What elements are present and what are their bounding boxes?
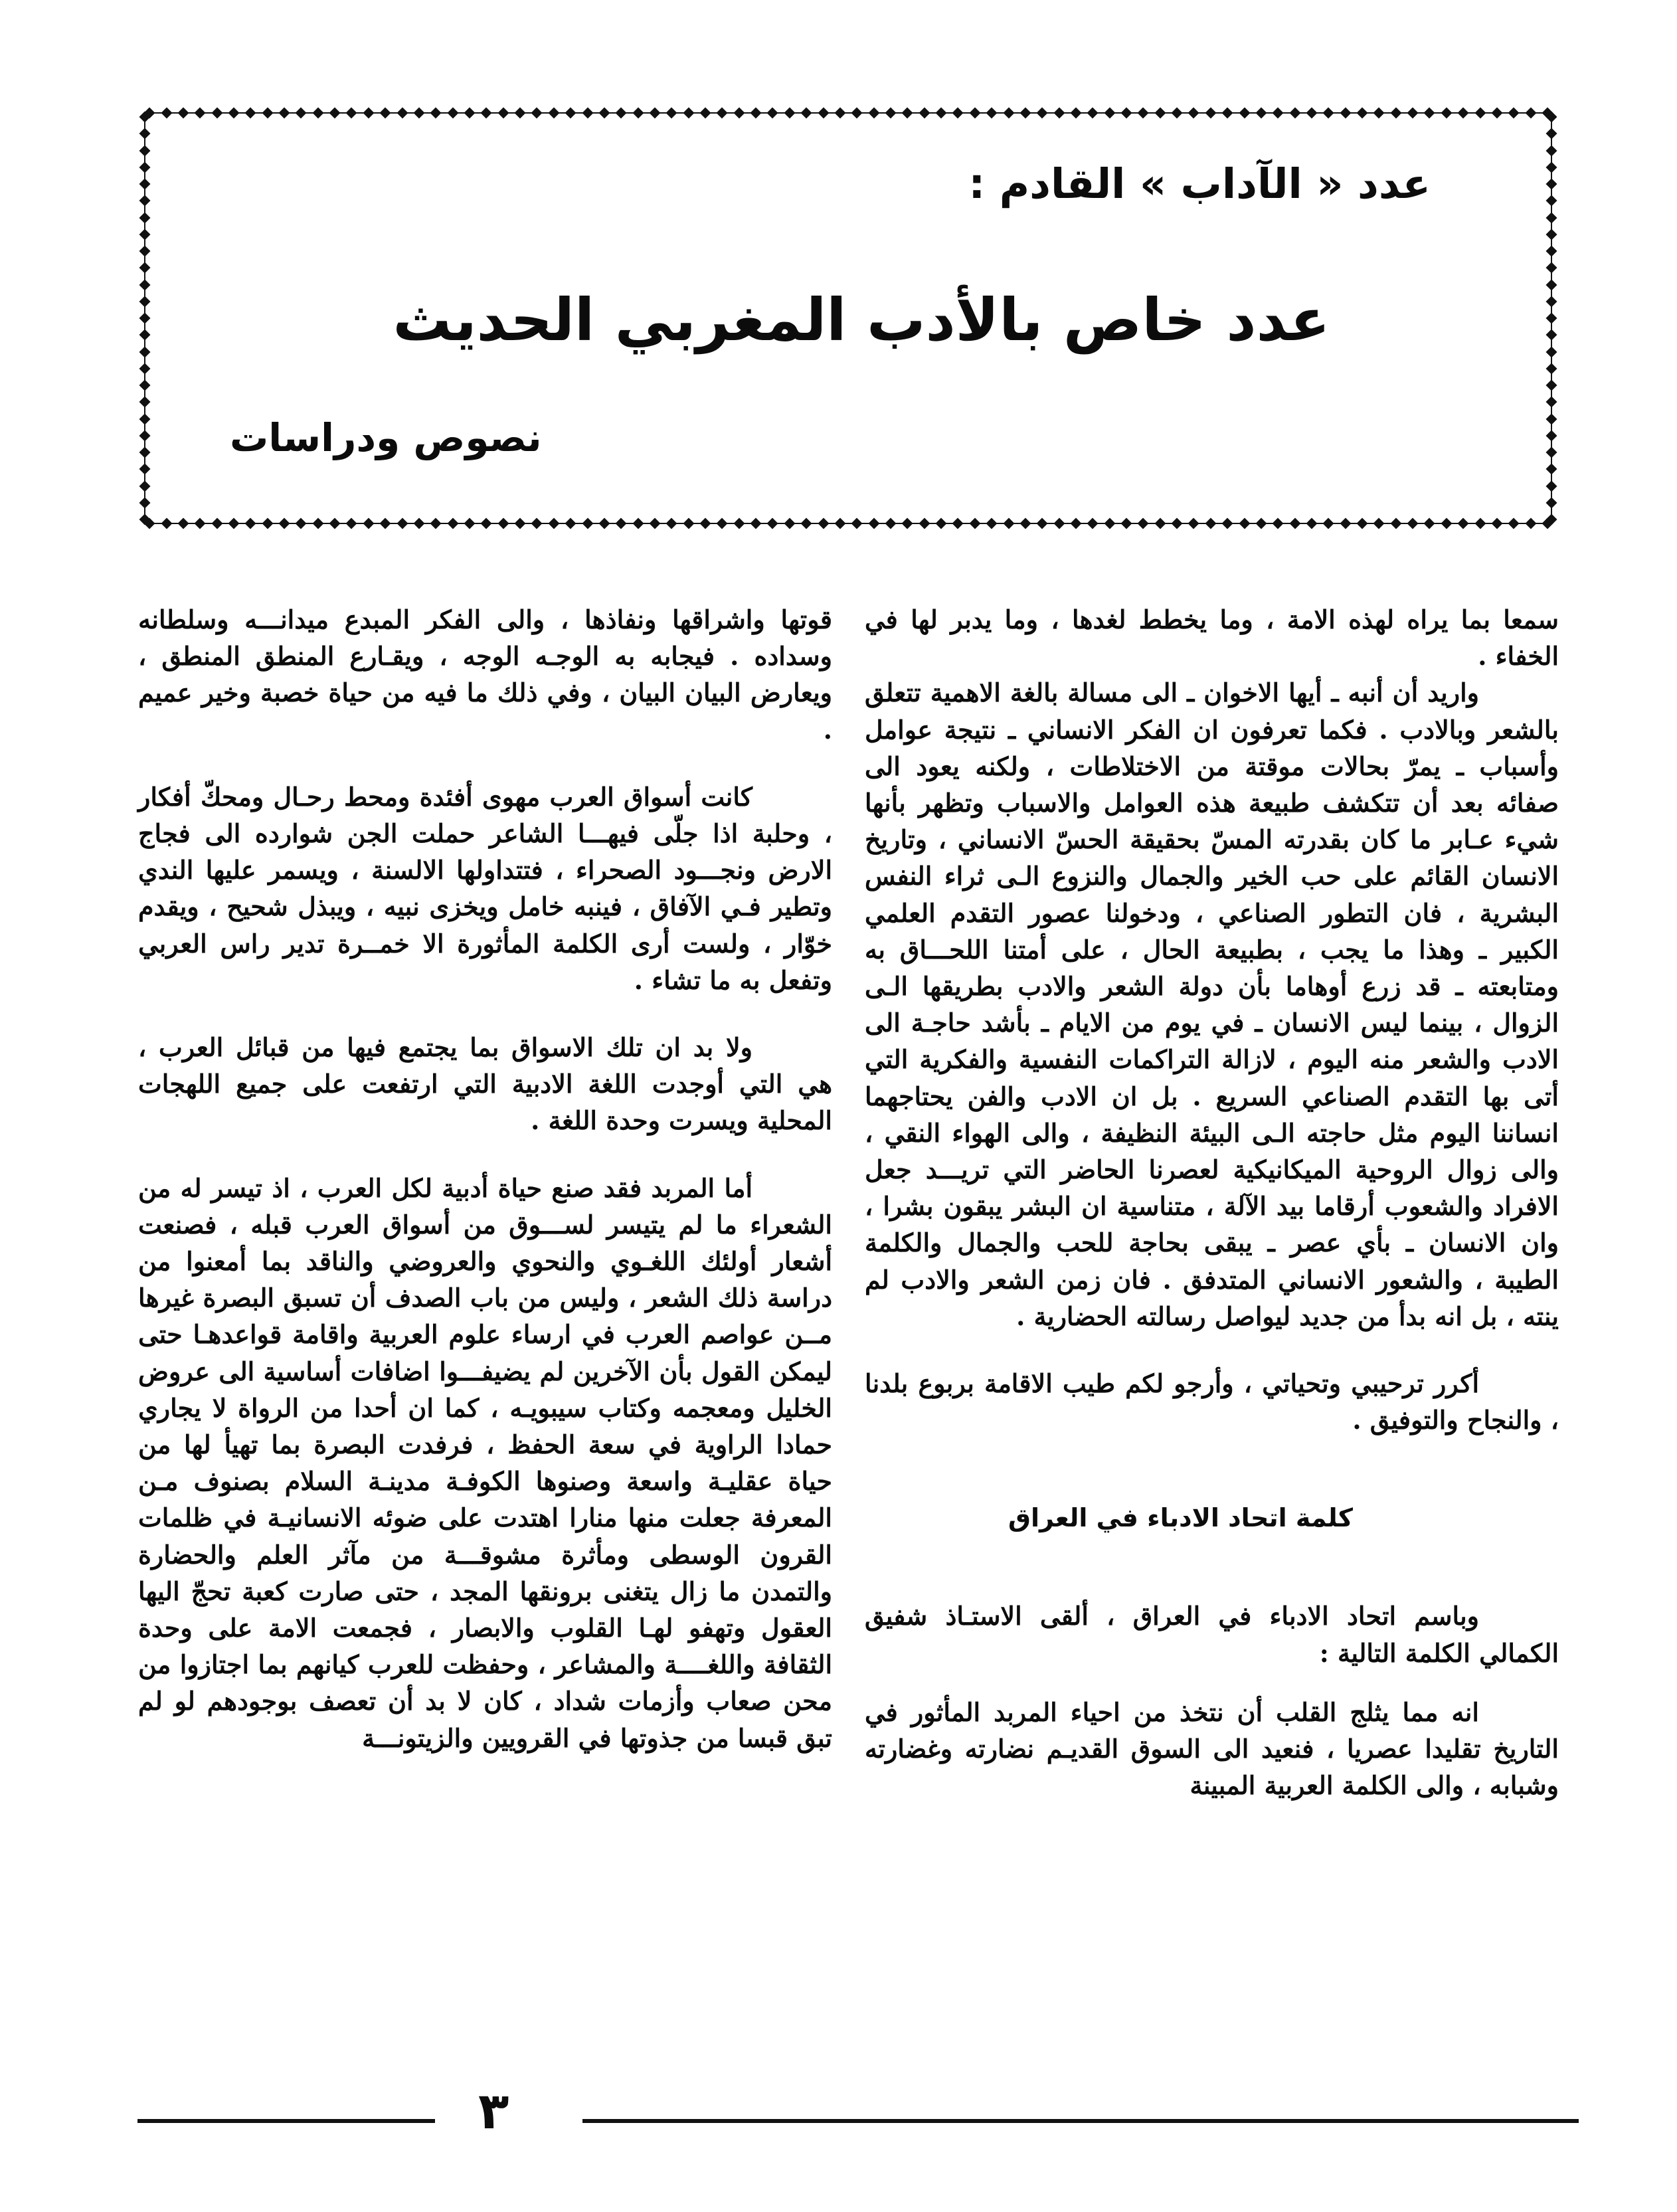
- border-diamond: [1172, 108, 1183, 119]
- border-diamond: [750, 518, 762, 529]
- border-diamond: [565, 518, 576, 529]
- border-diamond: [139, 195, 151, 207]
- border-diamond: [363, 518, 374, 529]
- border-diamond: [1053, 108, 1065, 119]
- border-diamond: [139, 447, 151, 458]
- border-diamond: [717, 108, 728, 119]
- border-diamond: [245, 108, 256, 119]
- border-diamond: [346, 518, 357, 529]
- border-diamond: [750, 108, 762, 119]
- border-diamond: [1373, 108, 1385, 119]
- paragraph: وباسم اتحاد الادباء في العراق ، ألقى الاستـاذ شفيق الكمالي الكلمة التالية :: [865, 1601, 1559, 1668]
- border-diamond: [582, 518, 593, 529]
- border-diamond: [632, 518, 644, 529]
- right-column: [865, 601, 1559, 1803]
- border-diamond: [767, 518, 778, 529]
- border-diamond: [952, 108, 964, 119]
- border-diamond: [784, 108, 795, 119]
- border-diamond: [666, 518, 677, 529]
- border-diamond: [1003, 518, 1014, 529]
- border-diamond: [1205, 108, 1216, 119]
- border-diamond: [497, 518, 509, 529]
- border-diamond: [447, 108, 458, 119]
- paragraph: انه مما يثلج القلب أن نتخذ من احياء المربد المأثور في التاريخ تقليدا عصريا ، فنعيد الى السوق القديـم نضارته وغضارته وشبابه ، والى الكلمة العربية المبينة: [865, 1697, 1559, 1801]
- border-diamond: [1546, 397, 1557, 408]
- border-diamond: [1441, 108, 1452, 119]
- border-diamond: [1104, 518, 1115, 529]
- border-diamond: [1205, 518, 1216, 529]
- border-diamond: [1154, 518, 1166, 529]
- border-diamond: [818, 108, 829, 119]
- border-diamond: [139, 497, 151, 508]
- border-diamond: [1474, 108, 1486, 119]
- border-diamond: [1458, 518, 1469, 529]
- border-diamond: [1138, 518, 1149, 529]
- paragraph: واريد أن أنبه ـ أيها الاخوان ـ الى مسالة بالغة الاهمية تتعلق بالشعر وبالادب . فكما تعرفون ان الفكر الانساني ـ نتيجة عوامل وأسباب ـ يمرّ بحالات موقتة من الاختلاطات ، ولكنه يعود الى صفائه بعد أن تتكشف طبيعة هذه العوامل والاسباب وتظهر بأنها شيء عـابر ما كان بقدرته المسّ بحقيقة الحسّ الانساني ، وتاريخ الانسان القائم على حب الخير والجمال والنزوع الـى ثراء النفس البشرية ، فان التطور الصناعي ، ودخولنا عصور التقدم العلمي الكبير ـ وهذا ما يجب ، بطبيعة الحال ، على أمتنا اللحـــاق به ومتابعته ـ قد زرع أوهاما بأن دولة الشعر والادب بطريقها الـى الزوال ، بينما ليس الانسان ـ في يوم من الايام ـ بأشد حاجـة الى الادب والشعر منه اليوم ، لازالة التراكمات النفسية والفكرية التي أتى بها التقدم الصناعي السريع . بل ان الادب والفن يحتاجهما انساننا اليوم مثل حاجته الـى البيئة النظيفة ، والى الهواء النقي ، والى زوال الروحية الميكانيكية لعصرنا الحاضر التي تريـــد جعل الافراد والشعوب أرقاما بيد الآلة ، متناسية ان البشر يبقون بشرا ، وان الانسان ـ بأي عصر ـ يبقى بحاجة للحب والجمال والكلمة الطيبة ، والشعور الانساني المتدفق . فان زمن الشعر والادب لم ينته ، بل انه بدأ من جديد ليواصل رسالته الحضارية .: [865, 678, 1559, 1331]
- border-diamond: [649, 108, 660, 119]
- footer-rule-right: [582, 2119, 1579, 2123]
- border-diamond: [1289, 108, 1300, 119]
- border-diamond: [1037, 518, 1048, 529]
- border-diamond: [139, 212, 151, 223]
- border-diamond: [1525, 518, 1536, 529]
- border-diamond: [1087, 108, 1099, 119]
- border-diamond: [919, 108, 930, 119]
- border-diamond: [228, 108, 239, 119]
- border-diamond: [139, 464, 151, 475]
- border-diamond: [195, 108, 206, 119]
- border-diamond: [1003, 108, 1014, 119]
- border-diamond: [666, 108, 677, 119]
- border-diamond: [346, 108, 357, 119]
- border-diamond: [1188, 108, 1199, 119]
- border-diamond: [161, 518, 172, 529]
- border-diamond: [1508, 108, 1520, 119]
- border-diamond: [139, 112, 151, 123]
- border-diamond: [733, 518, 745, 529]
- border-diamond: [139, 262, 151, 274]
- border-diamond: [1373, 518, 1385, 529]
- border-diamond: [649, 518, 660, 529]
- border-diamond: [1357, 518, 1368, 529]
- footer-rule-left: [137, 2119, 435, 2123]
- border-diamond: [936, 518, 947, 529]
- border-diamond: [312, 518, 323, 529]
- border-diamond: [1546, 145, 1557, 156]
- border-diamond: [717, 518, 728, 529]
- border-diamond: [312, 108, 323, 119]
- border-diamond: [851, 108, 863, 119]
- border-diamond: [616, 518, 627, 529]
- border-diamond: [868, 108, 879, 119]
- border-diamond: [1104, 108, 1115, 119]
- border-diamond: [497, 108, 509, 119]
- border-diamond: [139, 179, 151, 190]
- border-diamond: [834, 108, 845, 119]
- border-diamond: [919, 518, 930, 529]
- border-diamond: [1357, 108, 1368, 119]
- border-top: [145, 106, 1551, 120]
- border-diamond: [531, 108, 543, 119]
- border-diamond: [531, 518, 543, 529]
- border-diamond: [397, 108, 408, 119]
- border-diamond: [834, 518, 845, 529]
- border-diamond: [139, 514, 151, 525]
- border-diamond: [1546, 464, 1557, 475]
- border-diamond: [1508, 518, 1520, 529]
- border-diamond: [380, 518, 391, 529]
- border-diamond: [139, 380, 151, 391]
- border-diamond: [1154, 108, 1166, 119]
- border-diamond: [139, 397, 151, 408]
- border-diamond: [902, 108, 913, 119]
- paragraph: أكرر ترحيبي وتحياتي ، وأرجو لكم طيب الاقامة بربوع بلدنا ، والنجاح والتوفيق .: [865, 1368, 1559, 1435]
- border-diamond: [1546, 430, 1557, 441]
- border-diamond: [598, 518, 610, 529]
- border-diamond: [195, 518, 206, 529]
- border-diamond: [902, 518, 913, 529]
- border-diamond: [177, 518, 189, 529]
- border-diamond: [1019, 518, 1031, 529]
- border-diamond: [515, 108, 526, 119]
- border-diamond: [1255, 518, 1267, 529]
- border-diamond: [986, 518, 998, 529]
- border-diamond: [1546, 229, 1557, 240]
- border-diamond: [1546, 195, 1557, 207]
- border-diamond: [413, 518, 424, 529]
- border-diamond: [296, 108, 307, 119]
- border-diamond: [279, 108, 290, 119]
- paragraph: قوتها واشراقها ونفاذها ، والى الفكر المبدع ميدانـــه وسلطانه وسداده . فيجابه به الوجـه الوجه ، ويقـارع المنطق المنطق ، ويعارض البيان البيان ، وفي ذلك ما فيه من حياة خصبة وخير عميم .: [138, 604, 832, 745]
- border-diamond: [969, 518, 980, 529]
- paragraph: أما المربد فقد صنع حياة أدبية لكل العرب ، اذ تيسر له من الشعراء ما لم يتيسر لســـوق من أسواق العرب قبله ، فصنعت أشعار أولئك اللغـوي والنحوي والعروضي والناقد بما أمعنوا من دراسة ذلك الشعر ، وليس من باب الصدف أن تسبق البصرة غيرها مــن عواصم العرب في ارساء علوم العربية واقامة قواعدهـا حتى ليمكن القول بأن الآخرين لم يضيفـــوا اضافات أساسية الى عروض الخليل ومعجمه وكتاب سيبويـه ، كما ان أحدا من الرواة لا يجاري حمادا الراوية في سعة الحفظ ، فرفدت البصرة بما تهيأ لها من حياة عقليـة واسعة وصنوها الكوفـة مدينـة السلام بصنوف مـن المعرفة جعلت منها منارا اهتدت على ضوئه الانسانيـة في ظلمات القرون الوسطى ومأثرة مشوقـــة من مآثر العلم والحضارة والتمدن ما زال يتغنى برونقها المجد ، حتى صارت كعبة تحجّ اليها العقول وتهفو لهـا القلوب والابصار ، فجمعت الامة على وحدة الثقافة واللغــــة والمشاعر ، وحفظت للعرب كيانهم بما اجتازوا من محن صعاب وأزمات شداد ، كان لا بد أن تعصف بوجودهم لو لم تبق قبسا من جذوتها في القرويين والزيتونـــة: [138, 1172, 832, 1753]
- border-diamond: [1546, 380, 1557, 391]
- border-diamond: [1121, 518, 1132, 529]
- border-diamond: [885, 108, 896, 119]
- border-diamond: [1424, 518, 1435, 529]
- border-diamond: [139, 430, 151, 441]
- border-diamond: [1239, 108, 1250, 119]
- border-diamond: [1070, 518, 1081, 529]
- border-diamond: [1340, 518, 1351, 529]
- section-heading: كلمة اتحاد الادباء في العراق: [1008, 1503, 1353, 1533]
- border-diamond: [1340, 108, 1351, 119]
- border-diamond: [733, 108, 745, 119]
- border-diamond: [228, 518, 239, 529]
- border-diamond: [1172, 518, 1183, 529]
- paragraph: كانت أسواق العرب مهوى أفئدة ومحط رحـال ومحكّ أفكار ، وحلبة اذا جلّى فيهـــا الشاعر حملت الجن شوارده الى فجاج الارض ونجـــود الصحراء ، فتتداولها الالسنة ، ويسمر عليها الندي وتطير فـي الآفاق ، فينبه خامل ويخزى نبيه ، ويبذل شحيح ، ويقدم خوّار ، ولست أرى الكلمة المأثورة الا خمــرة تدير راس العربي وتفعل به ما تشاء .: [138, 781, 832, 995]
- border-diamond: [279, 518, 290, 529]
- border-diamond: [700, 518, 711, 529]
- announcement-box: [145, 113, 1551, 523]
- border-diamond: [1306, 108, 1317, 119]
- border-diamond: [329, 518, 341, 529]
- border-diamond: [548, 108, 559, 119]
- border-diamond: [139, 229, 151, 240]
- border-diamond: [1546, 497, 1557, 508]
- border-diamond: [1546, 447, 1557, 458]
- border-diamond: [363, 108, 374, 119]
- border-diamond: [329, 108, 341, 119]
- border-diamond: [1289, 518, 1300, 529]
- announcement-title: عدد خاص بالأدب المغربي الحديث: [393, 286, 1330, 354]
- border-bottom: [145, 516, 1551, 531]
- left-column: [138, 601, 832, 1756]
- border-diamond: [1273, 108, 1284, 119]
- border-diamond: [986, 108, 998, 119]
- border-diamond: [683, 518, 694, 529]
- border-diamond: [936, 108, 947, 119]
- border-diamond: [868, 518, 879, 529]
- border-diamond: [969, 108, 980, 119]
- border-diamond: [447, 518, 458, 529]
- border-diamond: [464, 108, 476, 119]
- border-diamond: [380, 108, 391, 119]
- border-diamond: [1546, 480, 1557, 492]
- border-diamond: [767, 108, 778, 119]
- border-diamond: [1070, 108, 1081, 119]
- border-diamond: [464, 518, 476, 529]
- border-diamond: [139, 480, 151, 492]
- border-diamond: [481, 108, 492, 119]
- border-diamond: [1407, 108, 1419, 119]
- border-diamond: [801, 518, 812, 529]
- border-diamond: [1037, 108, 1048, 119]
- border-diamond: [1323, 518, 1334, 529]
- border-diamond: [616, 108, 627, 119]
- border-diamond: [1546, 128, 1557, 139]
- border-diamond: [1546, 514, 1557, 525]
- border-diamond: [582, 108, 593, 119]
- border-diamond: [1441, 518, 1452, 529]
- border-diamond: [1546, 179, 1557, 190]
- border-diamond: [1273, 518, 1284, 529]
- border-diamond: [1255, 108, 1267, 119]
- border-diamond: [598, 108, 610, 119]
- border-diamond: [1121, 108, 1132, 119]
- border-diamond: [413, 108, 424, 119]
- paragraph: ولا بد ان تلك الاسواق بما يجتمع فيها من قبائل العرب ، هي التي أوجدت اللغة الادبية التي ارتفعت على جميع اللهجات المحلية ويسرت وحدة اللغة .: [138, 1032, 832, 1136]
- border-diamond: [1491, 518, 1502, 529]
- border-diamond: [1087, 518, 1099, 529]
- border-diamond: [700, 108, 711, 119]
- border-diamond: [262, 518, 273, 529]
- border-diamond: [139, 128, 151, 139]
- border-diamond: [161, 108, 172, 119]
- border-diamond: [262, 108, 273, 119]
- border-diamond: [632, 108, 644, 119]
- border-diamond: [801, 108, 812, 119]
- paragraph: سمعا بما يراه لهذه الامة ، وما يخطط لغدها ، وما يدبر لها في الخفاء .: [865, 604, 1559, 672]
- border-diamond: [784, 518, 795, 529]
- border-diamond: [683, 108, 694, 119]
- border-diamond: [430, 518, 442, 529]
- border-diamond: [818, 518, 829, 529]
- border-diamond: [1407, 518, 1419, 529]
- border-diamond: [1138, 108, 1149, 119]
- announcement-subtitle: نصوص ودراسات: [230, 415, 542, 460]
- border-diamond: [211, 108, 222, 119]
- border-diamond: [952, 518, 964, 529]
- border-diamond: [885, 518, 896, 529]
- border-diamond: [1546, 161, 1557, 173]
- border-diamond: [1019, 108, 1031, 119]
- border-diamond: [139, 246, 151, 257]
- border-diamond: [1546, 413, 1557, 424]
- border-diamond: [139, 363, 151, 374]
- border-diamond: [1491, 108, 1502, 119]
- border-diamond: [296, 518, 307, 529]
- border-diamond: [1546, 212, 1557, 223]
- border-diamond: [481, 518, 492, 529]
- border-diamond: [548, 518, 559, 529]
- border-diamond: [1546, 112, 1557, 123]
- border-diamond: [1222, 108, 1233, 119]
- border-diamond: [1525, 108, 1536, 119]
- border-diamond: [1390, 518, 1401, 529]
- border-diamond: [1546, 363, 1557, 374]
- border-diamond: [139, 413, 151, 424]
- border-diamond: [177, 108, 189, 119]
- border-diamond: [1323, 108, 1334, 119]
- border-diamond: [1424, 108, 1435, 119]
- border-diamond: [1053, 518, 1065, 529]
- border-diamond: [430, 108, 442, 119]
- border-diamond: [397, 518, 408, 529]
- border-diamond: [1306, 518, 1317, 529]
- border-diamond: [139, 145, 151, 156]
- page-number: ٣: [478, 2081, 509, 2140]
- border-diamond: [515, 518, 526, 529]
- border-diamond: [1222, 518, 1233, 529]
- border-diamond: [1239, 518, 1250, 529]
- border-diamond: [565, 108, 576, 119]
- border-diamond: [211, 518, 222, 529]
- border-diamond: [1458, 108, 1469, 119]
- border-diamond: [139, 161, 151, 173]
- border-diamond: [1188, 518, 1199, 529]
- border-diamond: [1546, 246, 1557, 257]
- border-diamond: [245, 518, 256, 529]
- border-diamond: [1474, 518, 1486, 529]
- border-diamond: [851, 518, 863, 529]
- border-diamond: [1390, 108, 1401, 119]
- border-diamond: [1546, 262, 1557, 274]
- announcement-kicker: عدد « الآداب » القادم :: [968, 159, 1431, 208]
